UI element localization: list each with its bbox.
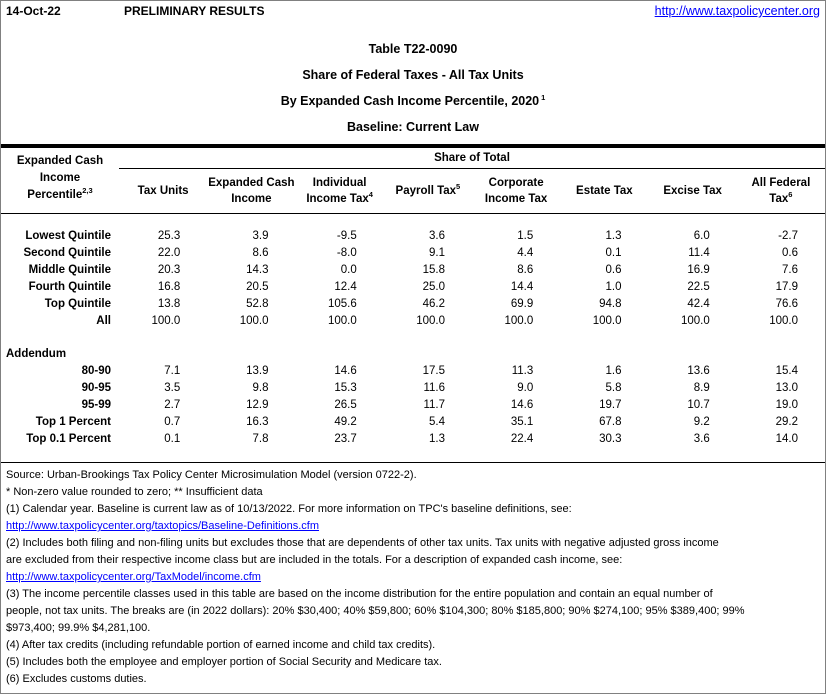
subtitle-footnote-marker: 1 <box>541 92 546 102</box>
cell-value: 76.6 <box>775 298 798 310</box>
cell-value: 13.6 <box>687 365 710 377</box>
cell-value: 3.9 <box>252 230 269 242</box>
cell-value: 25.0 <box>422 281 445 293</box>
stub-header-line: Expanded Cash <box>16 155 104 167</box>
cell-value: 16.9 <box>687 264 710 276</box>
row-label: Lowest Quintile <box>25 230 111 242</box>
cell-value: 100.0 <box>504 315 534 327</box>
cell-value: 8.6 <box>252 247 269 259</box>
cell-value: 1.6 <box>605 365 622 377</box>
note-line: * Non-zero value rounded to zero; ** Insufficient data <box>6 486 263 498</box>
cell-value: 16.8 <box>157 281 181 293</box>
cell-value: 20.3 <box>157 264 181 276</box>
cell-value: 3.6 <box>429 230 445 242</box>
column-headers <box>119 169 825 213</box>
addendum-row <box>1 397 825 414</box>
note-line: (3) The income percentile classes used in this table are based on the income distribution for the entire population and contain an equal number of <box>6 588 713 600</box>
cell-value: 105.6 <box>327 298 357 310</box>
cell-value: 100.0 <box>327 315 357 327</box>
cell-value: 26.5 <box>334 399 357 411</box>
top-bar <box>1 1 825 21</box>
cell-value: 0.6 <box>605 264 622 276</box>
cell-value: 2.7 <box>164 399 181 411</box>
cell-value: 67.8 <box>599 416 622 428</box>
cell-value: 22.4 <box>510 433 534 445</box>
cell-value: 0.1 <box>164 433 181 445</box>
cell-value: 12.9 <box>246 399 269 411</box>
column-footnote-marker: 4 <box>368 190 373 200</box>
cell-value: 0.1 <box>605 247 622 259</box>
cell-value: 9.8 <box>252 382 269 394</box>
row-label: 95-99 <box>81 399 111 411</box>
stub-column-header <box>1 148 119 213</box>
cell-value: -2.7 <box>778 230 798 242</box>
report-date: 14-Oct-22 <box>6 4 61 18</box>
cell-value: 14.6 <box>334 365 357 377</box>
cell-value: 42.4 <box>687 298 710 310</box>
cell-value: 11.6 <box>423 382 445 394</box>
row-label: 80-90 <box>81 365 111 377</box>
row-label: All <box>96 315 111 327</box>
cell-value: 15.4 <box>775 365 798 377</box>
cell-value: 29.2 <box>775 416 798 428</box>
cell-value: 52.8 <box>246 298 269 310</box>
row-label: 90-95 <box>81 382 111 394</box>
column-footnote-marker: 5 <box>456 182 461 192</box>
cell-value: 14.6 <box>510 399 534 411</box>
row-spacer <box>1 330 825 346</box>
row-label: Fourth Quintile <box>28 281 111 293</box>
cell-value: 15.3 <box>334 382 357 394</box>
cell-value: 14.0 <box>775 433 798 445</box>
cell-value: 0.0 <box>340 264 357 276</box>
table-row <box>1 245 825 262</box>
cell-value: 23.7 <box>334 433 357 445</box>
cell-value: 8.9 <box>693 382 710 394</box>
cell-value: 100.0 <box>416 315 445 327</box>
column-header: Expanded Cash Income <box>208 177 295 205</box>
addendum-label: Addendum <box>6 348 67 360</box>
cell-value: 100.0 <box>151 315 181 327</box>
cell-value: 17.5 <box>422 365 445 377</box>
cell-value: 11.3 <box>511 365 534 377</box>
row-label: Top 1 Percent <box>35 416 111 428</box>
cell-value: -9.5 <box>336 230 357 242</box>
cell-value: 16.3 <box>246 416 269 428</box>
cell-value: 0.6 <box>782 247 798 259</box>
cell-value: 20.5 <box>246 281 269 293</box>
note-line: (5) Includes both the employee and employer portion of Social Security and Medicare tax. <box>6 656 442 668</box>
cell-value: 49.2 <box>334 416 357 428</box>
note-link-line <box>6 518 825 535</box>
cell-value: 11.7 <box>423 399 445 411</box>
note-line: (4) After tax credits (including refundable portion of earned income and child tax credits). <box>6 639 436 651</box>
column-header: Excise Tax <box>663 185 722 197</box>
taxpolicycenter-home-link[interactable]: http://www.taxpolicycenter.org <box>654 4 820 18</box>
cell-value: 1.3 <box>605 230 622 242</box>
cell-value: 3.6 <box>693 433 710 445</box>
note-line: people, not tax units. The breaks are (in 2022 dollars): 20% $30,400; 40% $59,800; 60% $104,300; 80% $185,800; 90% $274,100; 95% $389,400; 99% <box>6 605 745 617</box>
cell-value: 14.3 <box>246 264 269 276</box>
cell-value: 69.9 <box>510 298 534 310</box>
note-link-line <box>6 569 825 586</box>
note-line: (2) Includes both filing and non-filing units but excludes those that are dependents of other tax units. Tax units with negative adjusted gross income <box>6 537 719 549</box>
stub-header-line: Income <box>39 172 81 184</box>
column-header: Individual Income Tax$^4$ <box>306 177 373 205</box>
cell-value: 35.1 <box>510 416 534 428</box>
cell-value: 9.1 <box>429 247 445 259</box>
cell-value: 7.1 <box>164 365 181 377</box>
note-line: are excluded from their respective income class but are included in the totals. For a description of expanded cash income, see: <box>6 554 623 566</box>
cell-value: 5.4 <box>429 416 445 428</box>
cell-value: 25.3 <box>157 230 181 242</box>
table-subtitle <box>1 88 825 114</box>
addendum-row <box>1 363 825 380</box>
cell-value: 3.5 <box>164 382 181 394</box>
note-line: $973,400; 99.9% $4,281,100. <box>6 622 151 634</box>
stub-footnote-marker: 2,3 <box>82 186 93 196</box>
cell-value: 15.8 <box>422 264 445 276</box>
table-row <box>1 313 825 330</box>
note-line: (1) Calendar year. Baseline is current law as of 10/13/2022. For more information on TPC's baseline definitions, see: <box>6 503 572 515</box>
table-row <box>1 262 825 279</box>
cell-value: 100.0 <box>769 315 798 327</box>
table-subtitle-text: By Expanded Cash Income Percentile, 2020 <box>280 94 540 108</box>
cell-value: 0.7 <box>164 416 181 428</box>
preliminary-results-label: PRELIMINARY RESULTS <box>124 4 265 18</box>
cell-value: 6.0 <box>693 230 710 242</box>
cell-value: -8.0 <box>336 247 357 259</box>
cell-value: 12.4 <box>334 281 357 293</box>
cell-value: 8.6 <box>517 264 534 276</box>
cell-value: 100.0 <box>239 315 269 327</box>
column-header: Payroll Tax$^5$ <box>395 182 461 197</box>
addendum-row <box>1 380 825 397</box>
share-of-total-header: Share of Total <box>119 148 825 169</box>
cell-value: 100.0 <box>592 315 622 327</box>
footnote-link[interactable]: http://www.taxpolicycenter.org/TaxModel/income.cfm <box>6 571 261 583</box>
cell-value: 17.9 <box>775 281 798 293</box>
cell-value: 94.8 <box>599 298 622 310</box>
note-line: Source: Urban-Brookings Tax Policy Center Microsimulation Model (version 0722-2). <box>6 469 417 481</box>
cell-value: 13.8 <box>157 298 181 310</box>
table-baseline: Baseline: Current Law <box>347 120 479 134</box>
column-header: All Federal Tax$^6$ <box>751 177 811 205</box>
cell-value: 9.0 <box>517 382 534 394</box>
cell-value: 9.2 <box>693 416 710 428</box>
cell-value: 14.4 <box>510 281 534 293</box>
row-label: Top Quintile <box>44 298 111 310</box>
table-row <box>1 228 825 245</box>
title-block <box>1 36 825 140</box>
footnotes <box>1 463 825 688</box>
cell-value: 4.4 <box>517 247 534 259</box>
cell-value: 13.0 <box>775 382 798 394</box>
column-header: Tax Units <box>137 185 189 197</box>
note-line: (6) Excludes customs duties. <box>6 673 147 685</box>
cell-value: 7.8 <box>252 433 269 445</box>
stub-header-line: Percentile$^{2,3}$ <box>27 186 93 201</box>
cell-value: 46.2 <box>422 298 445 310</box>
row-label: Second Quintile <box>23 247 111 259</box>
cell-value: 1.0 <box>605 281 622 293</box>
cell-value: 5.8 <box>605 382 622 394</box>
addendum-row <box>1 431 825 448</box>
column-footnote-marker: 6 <box>788 190 793 200</box>
table-body <box>1 214 825 463</box>
addendum-row <box>1 414 825 431</box>
column-header: Estate Tax <box>576 185 633 197</box>
row-label: Top 0.1 Percent <box>26 433 111 445</box>
cell-value: 1.3 <box>429 433 445 445</box>
table-row <box>1 296 825 313</box>
cell-value: 19.7 <box>599 399 622 411</box>
table-row <box>1 279 825 296</box>
data-table <box>1 144 825 463</box>
cell-value: 7.6 <box>782 264 798 276</box>
table-header <box>1 148 825 214</box>
cell-value: 1.5 <box>517 230 534 242</box>
cell-value: 19.0 <box>775 399 798 411</box>
cell-value: 10.7 <box>687 399 710 411</box>
column-header: Corporate Income Tax <box>484 177 548 205</box>
row-label: Middle Quintile <box>28 264 111 276</box>
table-title: Share of Federal Taxes - All Tax Units <box>302 68 524 82</box>
cell-value: 22.0 <box>157 247 181 259</box>
footnote-link[interactable]: http://www.taxpolicycenter.org/taxtopics/Baseline-Definitions.cfm <box>6 520 320 532</box>
cell-value: 13.9 <box>246 365 269 377</box>
cell-value: 22.5 <box>687 281 710 293</box>
cell-value: 100.0 <box>680 315 710 327</box>
header-right-region <box>119 148 825 213</box>
table-number: Table T22-0090 <box>368 42 458 56</box>
cell-value: 11.4 <box>688 247 710 259</box>
cell-value: 30.3 <box>599 433 622 445</box>
